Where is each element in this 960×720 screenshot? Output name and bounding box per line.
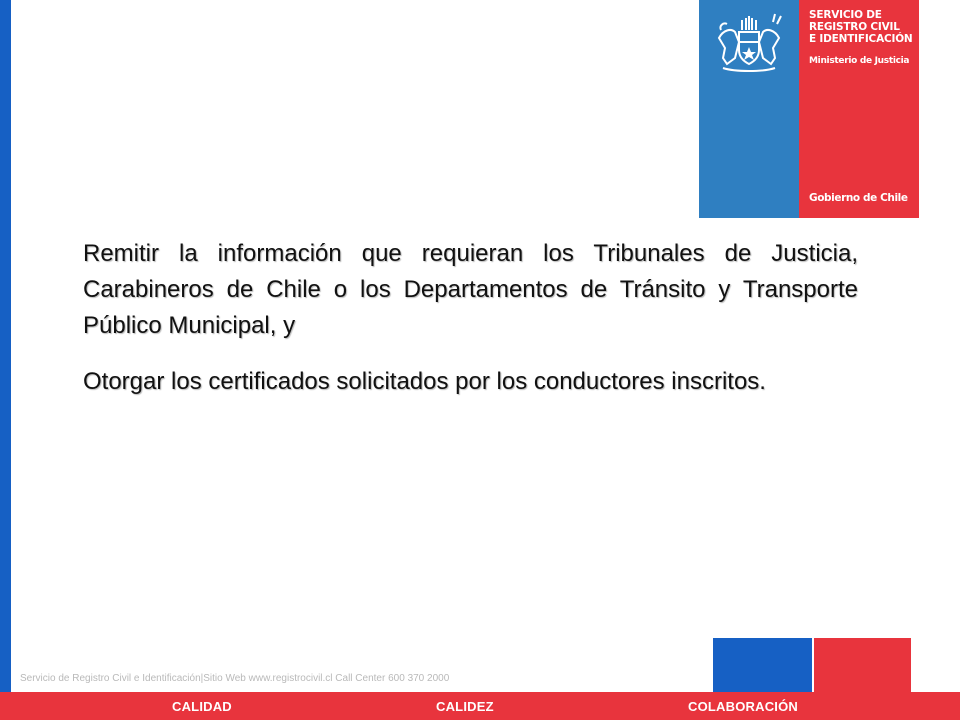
registro-civil-logo xyxy=(699,0,919,218)
footer-values-bar xyxy=(0,692,960,720)
logo-government-name: Gobierno de Chile xyxy=(809,192,908,204)
value-calidez: CALIDEZ xyxy=(436,699,494,714)
flag-blue-block xyxy=(713,638,812,692)
logo-service-name: SERVICIO DE REGISTRO CIVIL E IDENTIFICACIÓN xyxy=(809,9,913,45)
logo-ministry-name: Ministerio de Justicia xyxy=(809,56,910,66)
paragraph-remitir: Remitir la información que requieran los Tribunales de Justicia, Carabineros de Chile o los Departamentos de Tránsito y Transporte Público Municipal, y xyxy=(83,240,858,339)
flag-block xyxy=(713,638,911,692)
left-accent-stripe xyxy=(0,0,11,692)
value-calidad: CALIDAD xyxy=(172,699,232,714)
coat-of-arms-icon xyxy=(709,8,789,76)
value-colaboracion: COLABORACIÓN xyxy=(688,699,799,714)
paragraph-otorgar: Otorgar los certificados solicitados por los conductores inscritos. xyxy=(83,368,766,395)
logo-blue-panel xyxy=(699,0,799,218)
slide-body xyxy=(83,236,858,400)
footer-contact-info: Servicio de Registro Civil e Identificación|Sitio Web www.registrocivil.cl Call Center 600 370 2000 xyxy=(20,673,450,684)
flag-red-block xyxy=(814,638,911,692)
